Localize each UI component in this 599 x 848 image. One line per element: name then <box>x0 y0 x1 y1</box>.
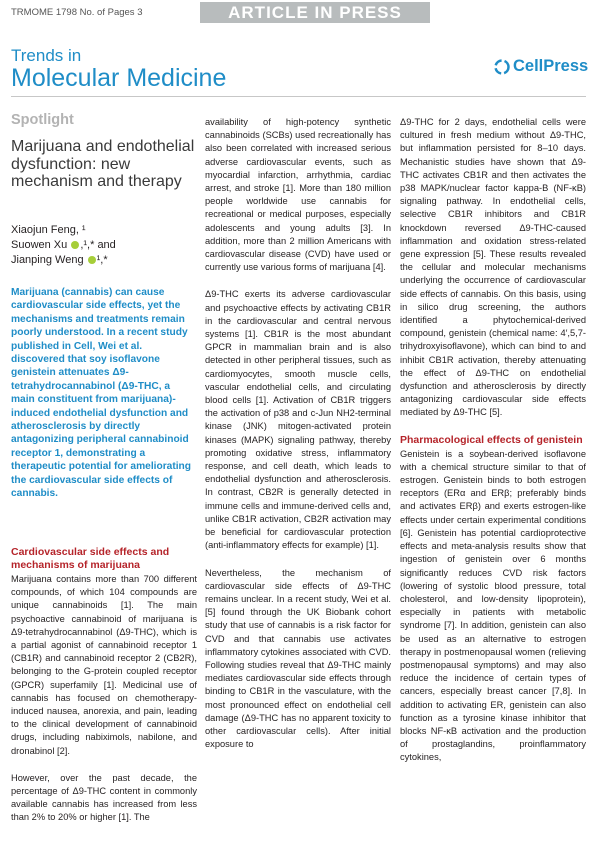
paragraph: Δ9-THC for 2 days, endothelial cells were cultured in fresh medium without Δ9-THC, but inflammation persisted for 8–10 days. Mechanistic studies have shown that Δ9-THC activates CB1R and then activates the p38 MAPK/nuclear factor kappa-B (NF-κB) signaling pathway. In endothelial cells, selective CB1R inhibitors and CB1R knockdown reversed Δ9-THC-caused inflammation and oxidation stress-related gene expression [5]. These results revealed the cellular and molecular mechanisms underlying the occurrence of cardiovascular side effects of cannabis. On this basis, using in silico drug screening, the authors identified a phytochemical-derived compound, genistein (chemical name: 4′,5,7-trihydroxyisoflavone), which can bind to and inhibit CB1R activation, thereby attenuating the effect of Δ9-THC on endothelial dysfunction and atherosclerosis by directly antagonizing cardiovascular side effects mediated by Δ9-THC [5]. <box>400 117 586 418</box>
paragraph: However, over the past decade, the percentage of Δ9-THC content in commonly available cannabis has increased from less than 2% to 20% or higher [1]. The <box>11 772 197 823</box>
section-heading: Cardiovascular side effects and mechanisms of marijuana <box>11 546 170 571</box>
journal-title-line2: Molecular Medicine <box>11 64 227 92</box>
abstract-text: Marijuana (cannabis) can cause cardiovascular side effects, yet the mechanisms and treatments remain poorly understood. In a recent study published in Cell, Wei et al. discovered that soy isoflavone genistein attenuates Δ9-tetrahydrocannabinol (Δ9-THC, a main constituent from marijuana)-induced endothelial dysfunction and atherosclerosis by directly antagonizing peripheral cannabinoid receptor 1, demonstrating a therapeutic potential for ameliorating the cardiovascular side effects of cannabis. <box>11 287 192 500</box>
paragraph: Genistein is a soybean-derived isoflavone with a chemical structure similar to that of estrogen. Genistein binds to both estrogen receptors (ERα and ERβ; preferably binds and activates ERβ) and exerts estrogen-like effects under certain experimental conditions [6]. Genistein has potential cardioprotective effects and meta-analysis results show that ingestion of genistein over 6 months significantly reduces CVD risk factors (lowering of systolic blood pressure, total cholesterol, and low-density lipoprotein), especially in patients with metabolic syndrome [7]. In addition, genistein can also be used as an alternative to estrogen therapy in postmenopausal women (relieving postmenopausal symptoms) and may also reduce the incidence of certain types of cancers, especially breast cancer [7,8]. In addition to activating ER, genistein can also function as a tyrosine kinase inhibitor that blocks NF-κB activation and the production of prostaglandins, proinflammatory cytokines, <box>400 448 586 763</box>
cellpress-logo-icon <box>494 59 510 75</box>
author-1[interactable]: Xiaojun Feng, ¹ <box>11 224 86 236</box>
author-3-affil: ¹,* <box>96 254 108 266</box>
column-2 <box>205 116 391 765</box>
journal-title-line1: Trends in <box>11 46 82 65</box>
orcid-icon[interactable] <box>71 241 79 249</box>
header-divider <box>11 96 586 97</box>
paragraph: availability of high-potency synthetic cannabinoids (SCBs) used recreationally has also been correlated with increased serious adverse cardiovascular events, such as myocardial infarction, arrhythmia, cardiac arrest, and stroke [1]. More than 180 million people worldwide use cannabis for recreational or medical purposes, especially adolescents and young adults [3]. In addition, more than 2 million Americans with cardiovascular disease (CVD) have used or currently use various forms of marijuana [4]. <box>205 117 391 273</box>
orcid-icon[interactable] <box>88 256 96 264</box>
section-heading: Pharmacological effects of genistein <box>400 433 583 446</box>
paragraph: Δ9-THC exerts its adverse cardiovascular and psychoactive effects by activating CB1R in the cardiovascular and central nervous systems [1]. CB1R is the most abundant GPCR in mammalian brain and is also detected in other peripheral tissues, such as cardiomyocytes, smooth muscle cells, vascular endothelial cells, and circulating blood cells [1]. Activation of CB1R triggers the activation of p38 and c-Jun NH2-terminal kinase (JNK) mitogen-activated protein kinases (MAPK) signaling pathway, thereby promoting oxidative stress, inflammatory response, and cell death, which leads to endothelial dysfunction and atherosclerosis. In contrast, CB2R is generally detected in immune cells and immune-derived cells and, unlike CB1R activation, CB2R activation may be beneficial for cardiovascular protection (anti-inflammatory effects for example) [1]. <box>205 289 391 551</box>
author-2[interactable]: Suowen Xu <box>11 239 68 251</box>
manuscript-meta: TRMOME 1798 No. of Pages 3 <box>11 7 143 18</box>
paragraph: Nevertheless, the mechanism of cardiovascular side effects of Δ9-THC remains unclear. In a recent study, Wei et al. [5] found through the UK Biobank cohort study that use of cannabis is a risk factor for CVD and that cannabis use activates inflammatory cytokines associated with CVD. Following studies reveal that Δ9-THC mainly mediates cardiovascular side effects through binding to CB1R in the vasculature, with the most pronounced effect on endothelial cell damage (Δ9-THC has no apparent toxicity to other cardiovascular cells). After initial exposure to <box>205 567 391 750</box>
publisher-name: CellPress <box>513 57 589 75</box>
author-list <box>11 223 191 268</box>
paragraph: Marijuana contains more than 700 different compounds, of which 104 compounds are unique cannabinoids [1]. The main psychoactive cannabinoid of marijuana is Δ9-tetrahydrocannabinol (Δ9-THC), which is a partial agonist of cannabinoid receptor 1 (CB1R) and cannabinoid receptor 2 (CB2R), belonging to the G-protein coupled receptor (GPCR) superfamily [1]. Medicinal use of cannabis has focused on chemotherapy-induced nausea, anorexia, and pain, leading to the clinical development of cannabinoid drugs, including nabiximols, nabilone, and dronabinol [2]. <box>11 574 197 756</box>
section-label: Spotlight <box>11 112 74 128</box>
page-header <box>0 0 599 27</box>
abstract <box>11 286 196 501</box>
column-3 <box>400 116 586 779</box>
journal-title <box>11 47 226 92</box>
column-1 <box>11 546 197 839</box>
author-3[interactable]: Jianping Weng <box>11 254 84 266</box>
author-2-affil: ,¹,* and <box>80 239 116 251</box>
publisher-logo[interactable] <box>494 57 588 76</box>
article-title: Marijuana and endothelial dysfunction: new mechanism and therapy <box>11 138 195 190</box>
article-in-press-banner: ARTICLE IN PRESS <box>200 2 430 23</box>
